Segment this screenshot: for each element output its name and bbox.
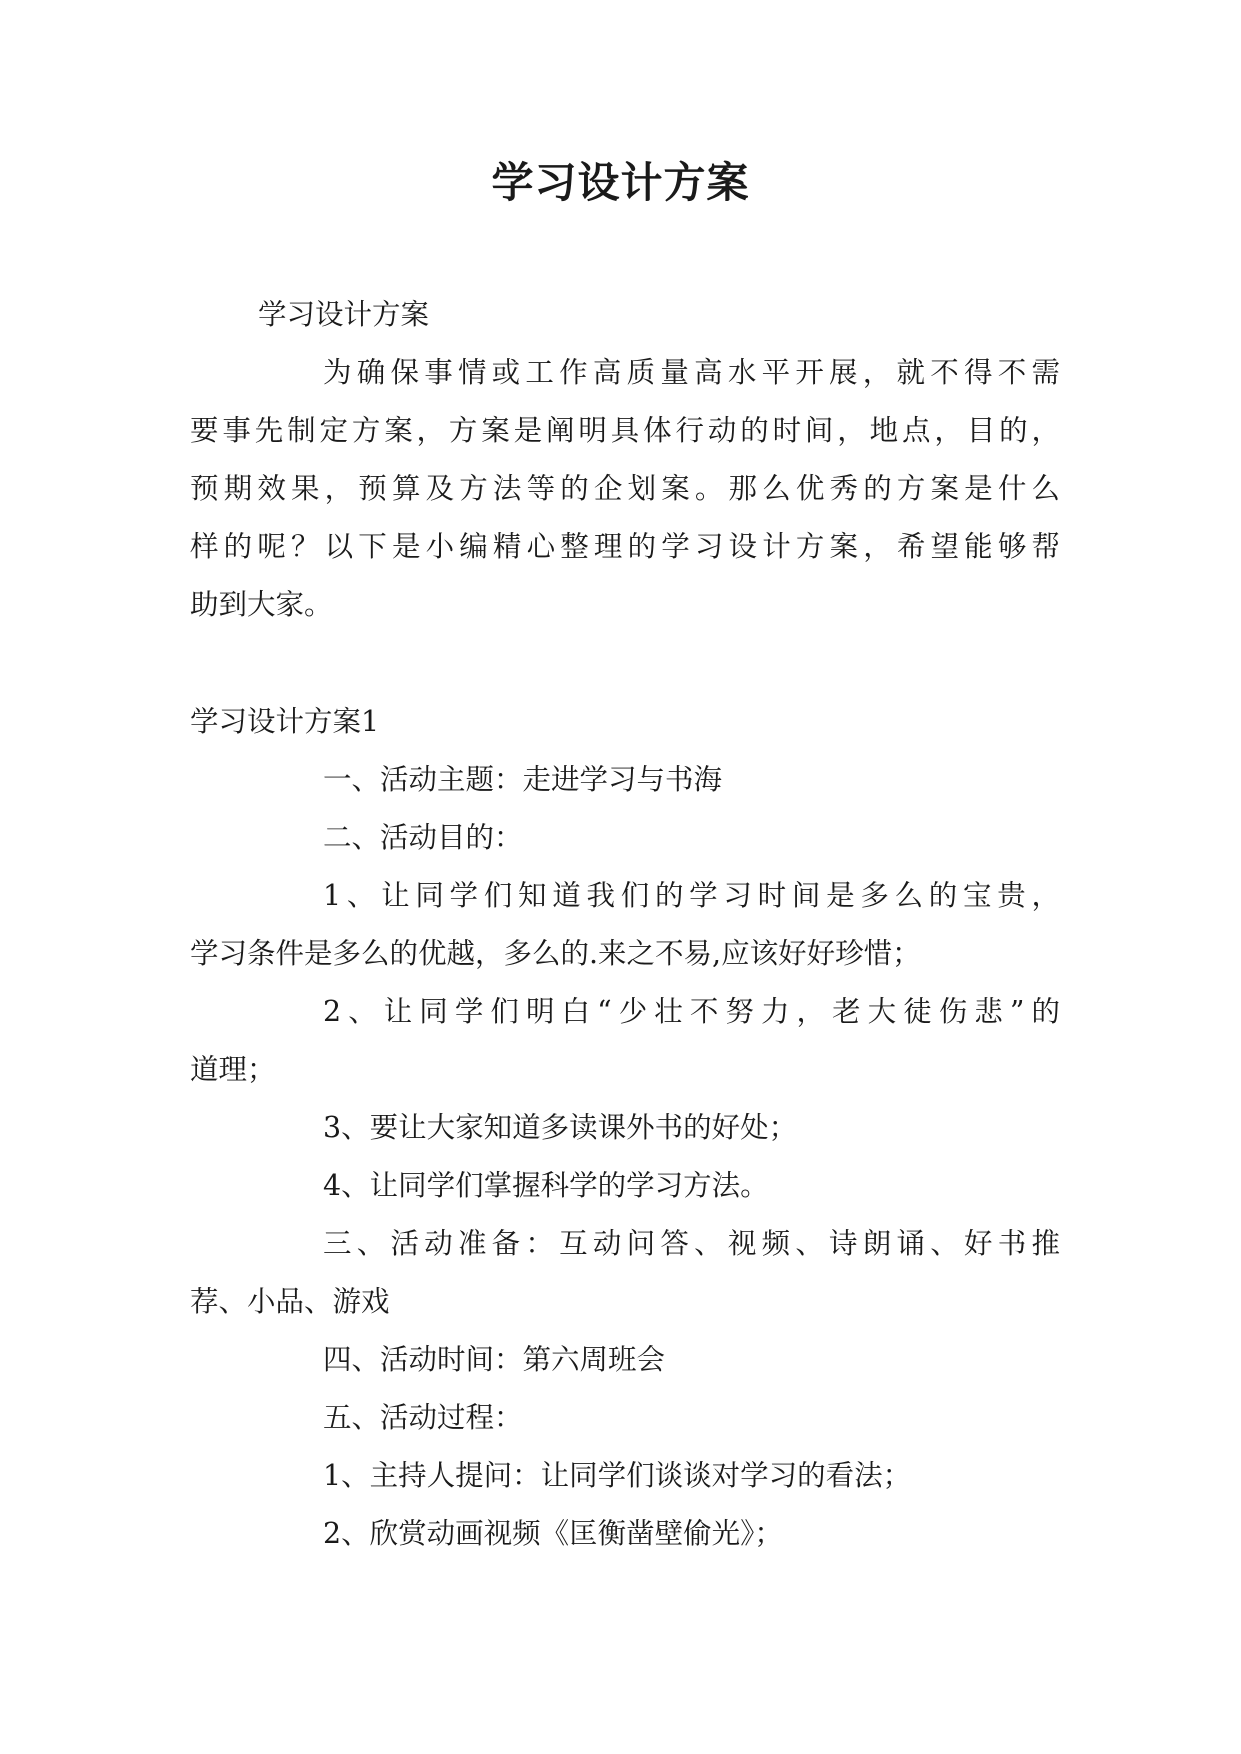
section-line: 2、欣赏动画视频《匡衡凿壁偷光》； <box>323 1517 783 1550</box>
section-line: 3、要让大家知道多读课外书的好处； <box>323 1111 798 1144</box>
document-title: 学习设计方案 <box>491 158 750 207</box>
section-line: 三、活动准备：互动问答、视频、诗朗诵、好书推 <box>323 1227 1060 1260</box>
section-line: 一、活动主题：走进学习与书海 <box>323 763 723 796</box>
section-line: 道理； <box>190 1053 276 1086</box>
section-line: 1、主持人提问：让同学们谈谈对学习的看法； <box>323 1459 912 1492</box>
intro-line: 样的呢？以下是小编精心整理的学习设计方案，希望能够帮 <box>190 530 1060 563</box>
section-heading: 学习设计方案1 <box>190 705 380 738</box>
intro-line: 助到大家。 <box>190 588 333 621</box>
section-line: 四、活动时间：第六周班会 <box>323 1343 666 1376</box>
intro-line: 为确保事情或工作高质量高水平开展，就不得不需 <box>323 356 1060 389</box>
section-line: 2、让同学们明白“少壮不努力，老大徒伤悲”的 <box>323 995 1060 1028</box>
intro-line: 要事先制定方案，方案是阐明具体行动的时间，地点，目的， <box>190 414 1060 447</box>
section-line: 学习条件是多么的优越，多么的.来之不易,应该好好珍惜； <box>190 937 921 970</box>
section-line: 五、活动过程： <box>323 1401 523 1434</box>
section-line: 荐、小品、游戏 <box>190 1285 390 1318</box>
subtitle: 学习设计方案 <box>258 298 430 331</box>
section-line: 1、让同学们知道我们的学习时间是多么的宝贵， <box>323 879 1060 912</box>
section-line: 二、活动目的： <box>323 821 523 854</box>
section-line: 4、让同学们掌握科学的学习方法。 <box>323 1169 769 1202</box>
intro-line: 预期效果，预算及方法等的企划案。那么优秀的方案是什么 <box>190 472 1060 505</box>
